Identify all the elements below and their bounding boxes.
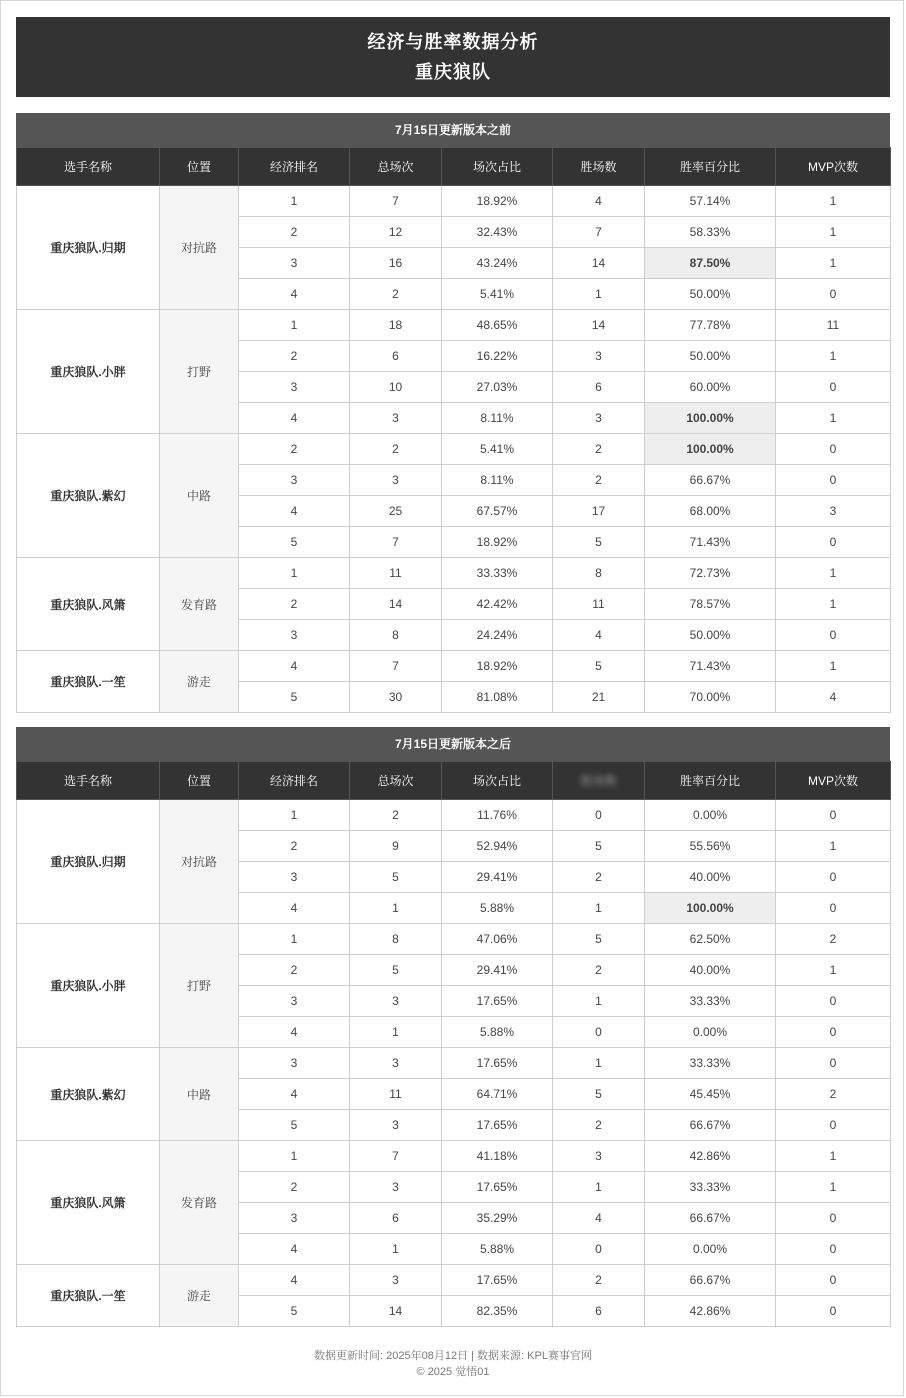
table-cell: 2 [239,434,350,465]
table-cell: 70.00% [645,682,776,713]
table-cell: 33.33% [442,558,553,589]
table-cell: 0 [776,1048,891,1079]
table-cell: 0 [776,862,891,893]
table-cell: 8 [553,558,645,589]
table-cell: 48.65% [442,310,553,341]
column-header: 选手名称 [17,762,160,800]
table-cell: 1 [776,341,891,372]
table-cell: 41.18% [442,1141,553,1172]
column-header: 经济排名 [239,148,350,186]
table-cell: 3 [239,986,350,1017]
table-cell: 33.33% [645,986,776,1017]
table-cell: 12 [350,217,442,248]
player-position: 中路 [160,1048,239,1141]
table-cell: 4 [239,279,350,310]
table-cell: 3 [239,1203,350,1234]
table-cell: 5 [239,527,350,558]
player-name: 重庆狼队.风箫 [17,1141,160,1265]
column-header: 总场次 [350,148,442,186]
table-cell: 3 [350,465,442,496]
table-cell: 66.67% [645,1203,776,1234]
table-cell: 16 [350,248,442,279]
table-cell: 4 [239,893,350,924]
player-name: 重庆狼队.小胖 [17,924,160,1048]
table-cell: 1 [776,217,891,248]
table-cell: 72.73% [645,558,776,589]
table-cell: 2 [350,434,442,465]
table-cell: 11 [553,589,645,620]
table-cell: 5 [553,924,645,955]
player-name: 重庆狼队.风箫 [17,558,160,651]
table-cell: 11.76% [442,800,553,831]
table-body [17,186,891,713]
column-header: 选手名称 [17,148,160,186]
player-position: 中路 [160,434,239,558]
table-cell: 1 [776,651,891,682]
table-cell: 1 [776,589,891,620]
table-cell: 4 [239,1234,350,1265]
table-cell: 81.08% [442,682,553,713]
table-cell: 3 [239,1048,350,1079]
table-cell: 0 [776,372,891,403]
footer-copyright: © 2025 觉悟01 [416,1366,490,1378]
player-position: 发育路 [160,558,239,651]
table-cell: 4 [239,651,350,682]
table-cell: 5 [239,1296,350,1327]
table-cell: 5.88% [442,893,553,924]
table-cell: 0 [776,527,891,558]
table-cell: 7 [350,186,442,217]
table-cell: 42.86% [645,1141,776,1172]
table-cell: 66.67% [645,1265,776,1296]
table-cell: 3 [239,248,350,279]
table-row [17,434,891,465]
table-cell: 0 [776,986,891,1017]
table-cell: 14 [350,1296,442,1327]
table-cell: 0 [776,1110,891,1141]
page-header [16,17,890,97]
table-cell: 2 [776,924,891,955]
table-cell: 1 [776,831,891,862]
table-cell: 57.14% [645,186,776,217]
table-cell: 0 [776,279,891,310]
page-subtitle: 重庆狼队 [415,62,491,82]
table-cell: 0 [553,1234,645,1265]
table-cell: 17.65% [442,1110,553,1141]
table-cell: 3 [239,372,350,403]
player-name: 重庆狼队.一笙 [17,651,160,713]
table-cell: 40.00% [645,862,776,893]
table-cell: 3 [553,1141,645,1172]
table-cell: 4 [239,1079,350,1110]
table-cell: 2 [350,279,442,310]
table-cell: 55.56% [645,831,776,862]
table-cell: 7 [350,651,442,682]
table-row [17,1265,891,1296]
table-cell: 50.00% [645,341,776,372]
player-name: 重庆狼队.归期 [17,186,160,310]
table-cell: 11 [350,1079,442,1110]
column-header: 场次占比 [442,762,553,800]
table-cell: 16.22% [442,341,553,372]
table-cell: 1 [776,248,891,279]
table-header-row [17,762,891,800]
table-cell: 2 [239,831,350,862]
table-cell: 5.41% [442,279,553,310]
table-cell: 0 [776,1265,891,1296]
section-before-update [16,113,890,713]
table-cell: 2 [553,1110,645,1141]
table-body [17,800,891,1327]
table-row [17,800,891,831]
table-cell: 2 [239,955,350,986]
player-position: 打野 [160,924,239,1048]
table-cell: 4 [239,1265,350,1296]
table-cell: 33.33% [645,1048,776,1079]
column-header: 总场次 [350,762,442,800]
table-cell: 1 [776,955,891,986]
table-cell: 2 [553,955,645,986]
table-cell: 1 [239,186,350,217]
column-header: 胜率百分比 [645,148,776,186]
table-cell: 4 [239,496,350,527]
table-cell: 0 [776,1203,891,1234]
table-cell: 2 [350,800,442,831]
table-cell: 1 [350,1017,442,1048]
table-cell: 1 [553,279,645,310]
column-header: MVP次数 [776,148,891,186]
table-cell: 3 [553,403,645,434]
table-cell: 1 [776,1172,891,1203]
table-cell: 1 [239,310,350,341]
table-cell: 14 [553,310,645,341]
player-name: 重庆狼队.一笙 [17,1265,160,1327]
table-cell: 5.41% [442,434,553,465]
table-row [17,1141,891,1172]
page-footer [0,1348,906,1380]
table-cell: 5 [239,1110,350,1141]
table-cell: 17 [553,496,645,527]
table-cell: 71.43% [645,651,776,682]
table-cell: 0.00% [645,800,776,831]
player-name: 重庆狼队.归期 [17,800,160,924]
table-cell: 3 [350,1110,442,1141]
footer-update-info: 数据更新时间: 2025年08月12日 | 数据来源: KPL赛事官网 [314,1350,592,1362]
table-cell: 4 [776,682,891,713]
table-cell: 4 [553,620,645,651]
table-cell: 58.33% [645,217,776,248]
column-header: 经济排名 [239,762,350,800]
table-cell: 24.24% [442,620,553,651]
table-cell: 0.00% [645,1017,776,1048]
table-cell: 1 [553,986,645,1017]
table-cell: 78.57% [645,589,776,620]
table-cell: 14 [553,248,645,279]
table-cell: 5.88% [442,1017,553,1048]
table-cell: 21 [553,682,645,713]
table-row [17,924,891,955]
table-header-row [17,148,891,186]
table-cell: 6 [350,1203,442,1234]
table-cell: 66.67% [645,1110,776,1141]
table-cell: 4 [239,1017,350,1048]
section-title: 7月15日更新版本之后 [16,727,890,761]
table-cell: 2 [553,434,645,465]
section-after-update [16,727,890,1327]
table-cell: 71.43% [645,527,776,558]
table-cell: 3 [350,1172,442,1203]
table-cell: 4 [239,403,350,434]
table-cell: 42.86% [645,1296,776,1327]
table-cell: 8.11% [442,403,553,434]
table-cell: 45.45% [645,1079,776,1110]
table-cell: 18 [350,310,442,341]
player-position: 发育路 [160,1141,239,1265]
table-cell: 1 [239,924,350,955]
table-cell: 14 [350,589,442,620]
table-cell: 1 [350,1234,442,1265]
table-cell: 5 [350,955,442,986]
table-cell: 35.29% [442,1203,553,1234]
table-cell: 32.43% [442,217,553,248]
table-cell: 5 [239,682,350,713]
table-cell: 82.35% [442,1296,553,1327]
column-header: 胜率百分比 [645,762,776,800]
table-cell: 11 [776,310,891,341]
table-cell: 40.00% [645,955,776,986]
table-cell: 25 [350,496,442,527]
table-cell: 0 [776,800,891,831]
column-header: 位置 [160,762,239,800]
table-cell: 64.71% [442,1079,553,1110]
table-cell: 1 [776,403,891,434]
table-cell: 2 [239,217,350,248]
section-title: 7月15日更新版本之前 [16,113,890,147]
table-row [17,1048,891,1079]
table-cell: 2 [776,1079,891,1110]
table-cell: 0 [776,434,891,465]
table-cell: 87.50% [645,248,776,279]
table-cell: 1 [776,186,891,217]
table-cell: 50.00% [645,279,776,310]
table-cell: 3 [553,341,645,372]
table-cell: 1 [350,893,442,924]
table-cell: 29.41% [442,955,553,986]
column-header: 胜场数 [553,148,645,186]
table-cell: 17.65% [442,1265,553,1296]
table-cell: 2 [553,862,645,893]
table-cell: 2 [239,589,350,620]
player-position: 对抗路 [160,186,239,310]
table-cell: 0 [553,800,645,831]
column-header: 胜场数 [553,762,645,800]
table-cell: 0 [776,620,891,651]
table-cell: 100.00% [645,434,776,465]
table-cell: 1 [553,893,645,924]
table-row [17,558,891,589]
table-cell: 50.00% [645,620,776,651]
table-cell: 0 [776,1296,891,1327]
table-cell: 17.65% [442,1172,553,1203]
table-cell: 5 [553,651,645,682]
stats-table [16,147,891,713]
table-cell: 0 [776,1017,891,1048]
player-position: 对抗路 [160,800,239,924]
table-cell: 27.03% [442,372,553,403]
page-title: 经济与胜率数据分析 [367,32,539,52]
table-cell: 1 [776,1141,891,1172]
table-cell: 43.24% [442,248,553,279]
table-cell: 6 [350,341,442,372]
table-cell: 52.94% [442,831,553,862]
table-cell: 2 [239,341,350,372]
table-cell: 2 [553,1265,645,1296]
table-cell: 3 [239,465,350,496]
column-header: MVP次数 [776,762,891,800]
player-name: 重庆狼队.小胖 [17,310,160,434]
table-cell: 29.41% [442,862,553,893]
table-cell: 0 [776,1234,891,1265]
table-cell: 68.00% [645,496,776,527]
table-cell: 60.00% [645,372,776,403]
table-cell: 3 [776,496,891,527]
table-cell: 100.00% [645,403,776,434]
table-cell: 17.65% [442,1048,553,1079]
table-cell: 8.11% [442,465,553,496]
table-cell: 5 [553,1079,645,1110]
table-cell: 1 [239,558,350,589]
table-cell: 7 [350,527,442,558]
table-cell: 6 [553,372,645,403]
table-cell: 66.67% [645,465,776,496]
stats-table [16,761,891,1327]
table-cell: 5 [553,527,645,558]
table-cell: 5 [553,831,645,862]
table-cell: 11 [350,558,442,589]
player-name: 重庆狼队.紫幻 [17,434,160,558]
player-position: 打野 [160,310,239,434]
table-cell: 62.50% [645,924,776,955]
table-cell: 8 [350,620,442,651]
table-cell: 30 [350,682,442,713]
table-cell: 3 [239,862,350,893]
player-position: 游走 [160,1265,239,1327]
table-cell: 1 [239,800,350,831]
table-cell: 0.00% [645,1234,776,1265]
table-cell: 2 [239,1172,350,1203]
table-cell: 3 [350,403,442,434]
table-cell: 18.92% [442,186,553,217]
table-cell: 0 [776,893,891,924]
player-position: 游走 [160,651,239,713]
table-cell: 77.78% [645,310,776,341]
table-cell: 5 [350,862,442,893]
table-row [17,651,891,682]
table-cell: 33.33% [645,1172,776,1203]
table-cell: 7 [553,217,645,248]
table-cell: 0 [553,1017,645,1048]
table-row [17,186,891,217]
table-cell: 67.57% [442,496,553,527]
table-cell: 5.88% [442,1234,553,1265]
column-header: 场次占比 [442,148,553,186]
table-cell: 47.06% [442,924,553,955]
table-cell: 2 [553,465,645,496]
table-row [17,310,891,341]
table-cell: 1 [553,1048,645,1079]
table-cell: 7 [350,1141,442,1172]
table-cell: 1 [239,1141,350,1172]
table-cell: 0 [776,465,891,496]
table-cell: 42.42% [442,589,553,620]
table-cell: 4 [553,186,645,217]
table-cell: 1 [553,1172,645,1203]
table-cell: 8 [350,924,442,955]
column-header: 位置 [160,148,239,186]
table-cell: 9 [350,831,442,862]
table-cell: 10 [350,372,442,403]
table-cell: 3 [239,620,350,651]
table-cell: 100.00% [645,893,776,924]
table-cell: 17.65% [442,986,553,1017]
table-cell: 4 [553,1203,645,1234]
table-cell: 1 [776,558,891,589]
table-cell: 6 [553,1296,645,1327]
table-cell: 18.92% [442,651,553,682]
table-cell: 3 [350,986,442,1017]
player-name: 重庆狼队.紫幻 [17,1048,160,1141]
table-cell: 3 [350,1048,442,1079]
table-cell: 3 [350,1265,442,1296]
table-cell: 18.92% [442,527,553,558]
